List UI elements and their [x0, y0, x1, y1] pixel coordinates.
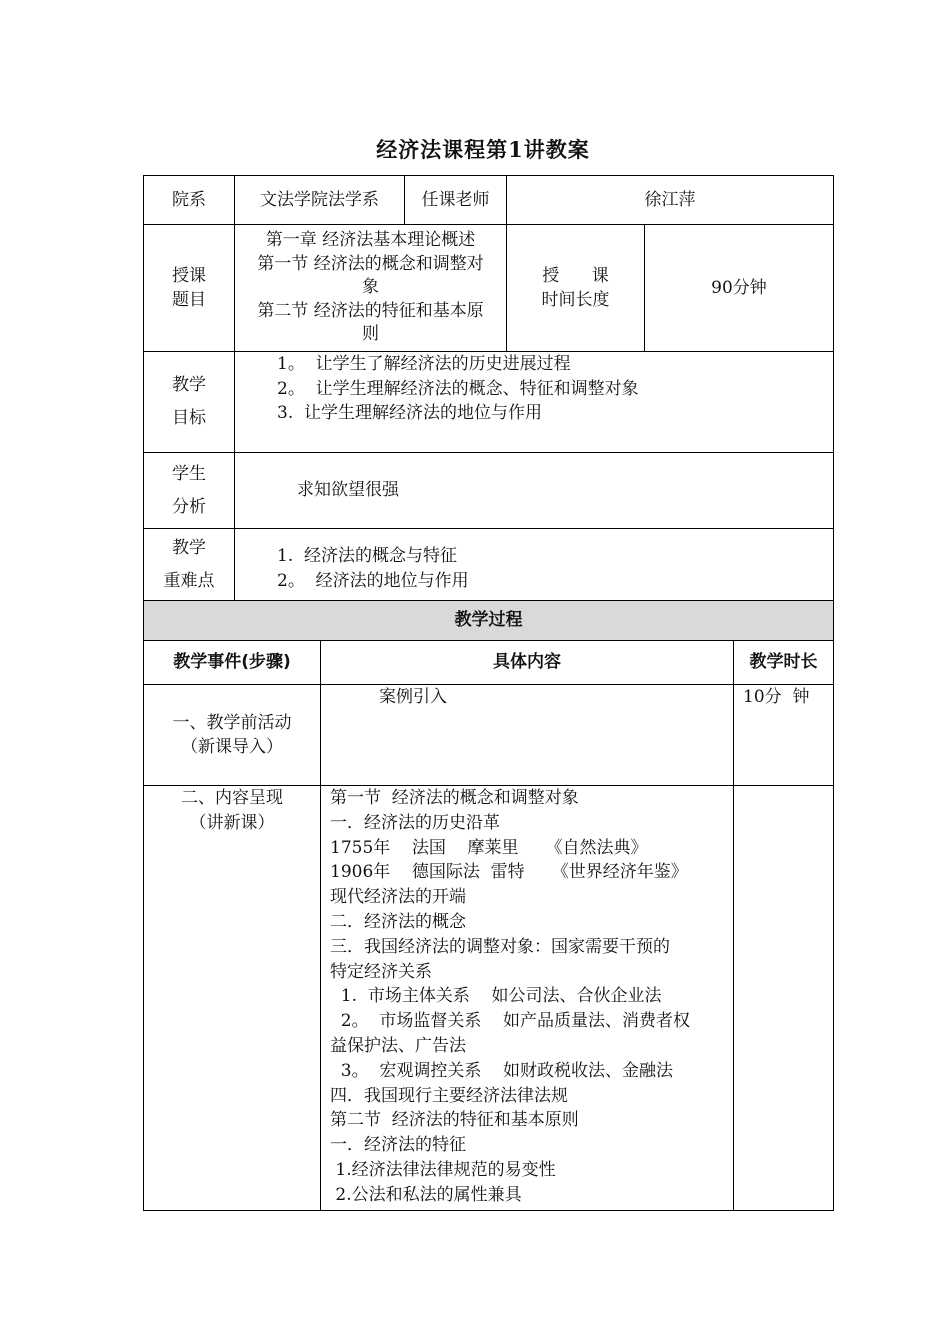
content-line: 四．我国现行主要经济法律法规 — [330, 1085, 568, 1106]
step-cell — [144, 685, 321, 786]
process-row-intro — [144, 685, 834, 786]
topic-value — [235, 225, 507, 352]
content-line: 现代经济法的开端 — [330, 887, 466, 908]
goals-label-line: 教学 — [172, 375, 206, 395]
content-line: 1. 市场主体关系 如公司法、合伙企业法 — [330, 986, 662, 1007]
teaching-process-table — [143, 600, 834, 1211]
keypoints-label-line: 重难点 — [163, 570, 215, 591]
analysis-row — [144, 453, 834, 529]
content-line: 2.公法和私法的属性兼具 — [330, 1184, 522, 1205]
goals-label-line: 目标 — [172, 408, 206, 428]
teacher-value: 徐江萍 — [507, 176, 834, 225]
content-cell — [321, 786, 734, 1211]
step-subtitle: （新课导入） — [181, 737, 283, 757]
process-row-content — [144, 786, 834, 1211]
column-time: 教学时长 — [734, 641, 834, 685]
process-header-row — [144, 601, 834, 641]
topic-row — [144, 225, 834, 352]
process-header: 教学过程 — [144, 601, 834, 641]
content-cell — [321, 685, 734, 786]
course-info-table — [143, 175, 834, 601]
content-line: 一．经济法的特征 — [330, 1135, 466, 1156]
column-step: 教学事件(步骤) — [144, 641, 321, 685]
step-subtitle: （讲新课） — [189, 812, 275, 833]
content-line: 一．经济法的历史沿革 — [330, 812, 500, 833]
content-line: 1906年 德国际法 雷特 《世界经济年鉴》 — [330, 862, 688, 883]
content-line: 3。 宏观调控关系 如财政税收法、金融法 — [330, 1060, 674, 1081]
content-line: 案例引入 — [379, 687, 447, 707]
goal-item: 1。 让学生了解经济法的历史进展过程 — [277, 354, 571, 374]
dept-row — [144, 176, 834, 225]
keypoints-row — [144, 529, 834, 601]
time-cell — [734, 786, 834, 1211]
document-title: 经济法课程第1讲教案 — [376, 137, 590, 162]
content-line: 益保护法、广告法 — [330, 1035, 466, 1056]
keypoints-label — [144, 529, 235, 601]
keypoints-label-line: 教学 — [172, 537, 206, 558]
topic-line: 第一章 经济法基本理论概述 — [265, 230, 476, 251]
duration-value: 90分钟 — [645, 225, 834, 352]
duration-label — [507, 225, 645, 352]
keypoint-item: 1. 经济法的概念与特征 — [277, 546, 458, 566]
topic-label-line: 题目 — [172, 290, 206, 310]
content-line: 第二节 经济法的特征和基本原则 — [330, 1110, 579, 1131]
content-line: 1755年 法国 摩莱里 《自然法典》 — [330, 837, 648, 858]
content-line: 特定经济关系 — [330, 961, 432, 982]
analysis-value: 求知欲望很强 — [235, 453, 834, 529]
dept-value: 文法学院法学系 — [235, 176, 405, 225]
time-cell: 10分 钟 — [734, 685, 834, 786]
topic-line: 则 — [362, 324, 379, 345]
goals-label — [144, 352, 235, 453]
teacher-label: 任课老师 — [405, 176, 507, 225]
content-line: 1.经济法律法律规范的易变性 — [330, 1159, 556, 1180]
analysis-label-line: 分析 — [172, 496, 206, 517]
goals-row — [144, 352, 834, 453]
step-cell — [144, 786, 321, 1211]
analysis-label — [144, 453, 235, 529]
step-title: 一、教学前活动 — [172, 712, 292, 733]
goal-item: 3. 让学生理解经济法的地位与作用 — [277, 403, 543, 423]
content-line: 第一节 经济法的概念和调整对象 — [330, 788, 579, 808]
dept-label: 院系 — [144, 176, 235, 225]
topic-label-line: 授课 — [172, 265, 206, 286]
keypoint-item: 2。 经济法的地位与作用 — [277, 570, 469, 591]
topic-label — [144, 225, 235, 352]
duration-label-line: 授 课 — [542, 265, 609, 286]
step-title: 二、内容呈现 — [181, 788, 283, 808]
content-line: 二．经济法的概念 — [330, 911, 466, 932]
goals-value — [235, 352, 834, 453]
duration-label-line: 时间长度 — [541, 290, 610, 310]
process-columns-row — [144, 641, 834, 685]
goal-item: 2。 让学生理解经济法的概念、特征和调整对象 — [277, 378, 639, 399]
topic-line: 象 — [362, 277, 379, 298]
keypoints-value — [235, 529, 834, 601]
content-line: 三．我国经济法的调整对象：国家需要干预的 — [330, 936, 670, 957]
content-line: 2。 市场监督关系 如产品质量法、消费者权 — [330, 1011, 691, 1032]
analysis-label-line: 学生 — [172, 463, 206, 484]
column-content: 具体内容 — [321, 641, 734, 685]
topic-line: 第一节 经济法的概念和调整对 — [257, 253, 484, 274]
topic-line: 第二节 经济法的特征和基本原 — [257, 300, 484, 321]
